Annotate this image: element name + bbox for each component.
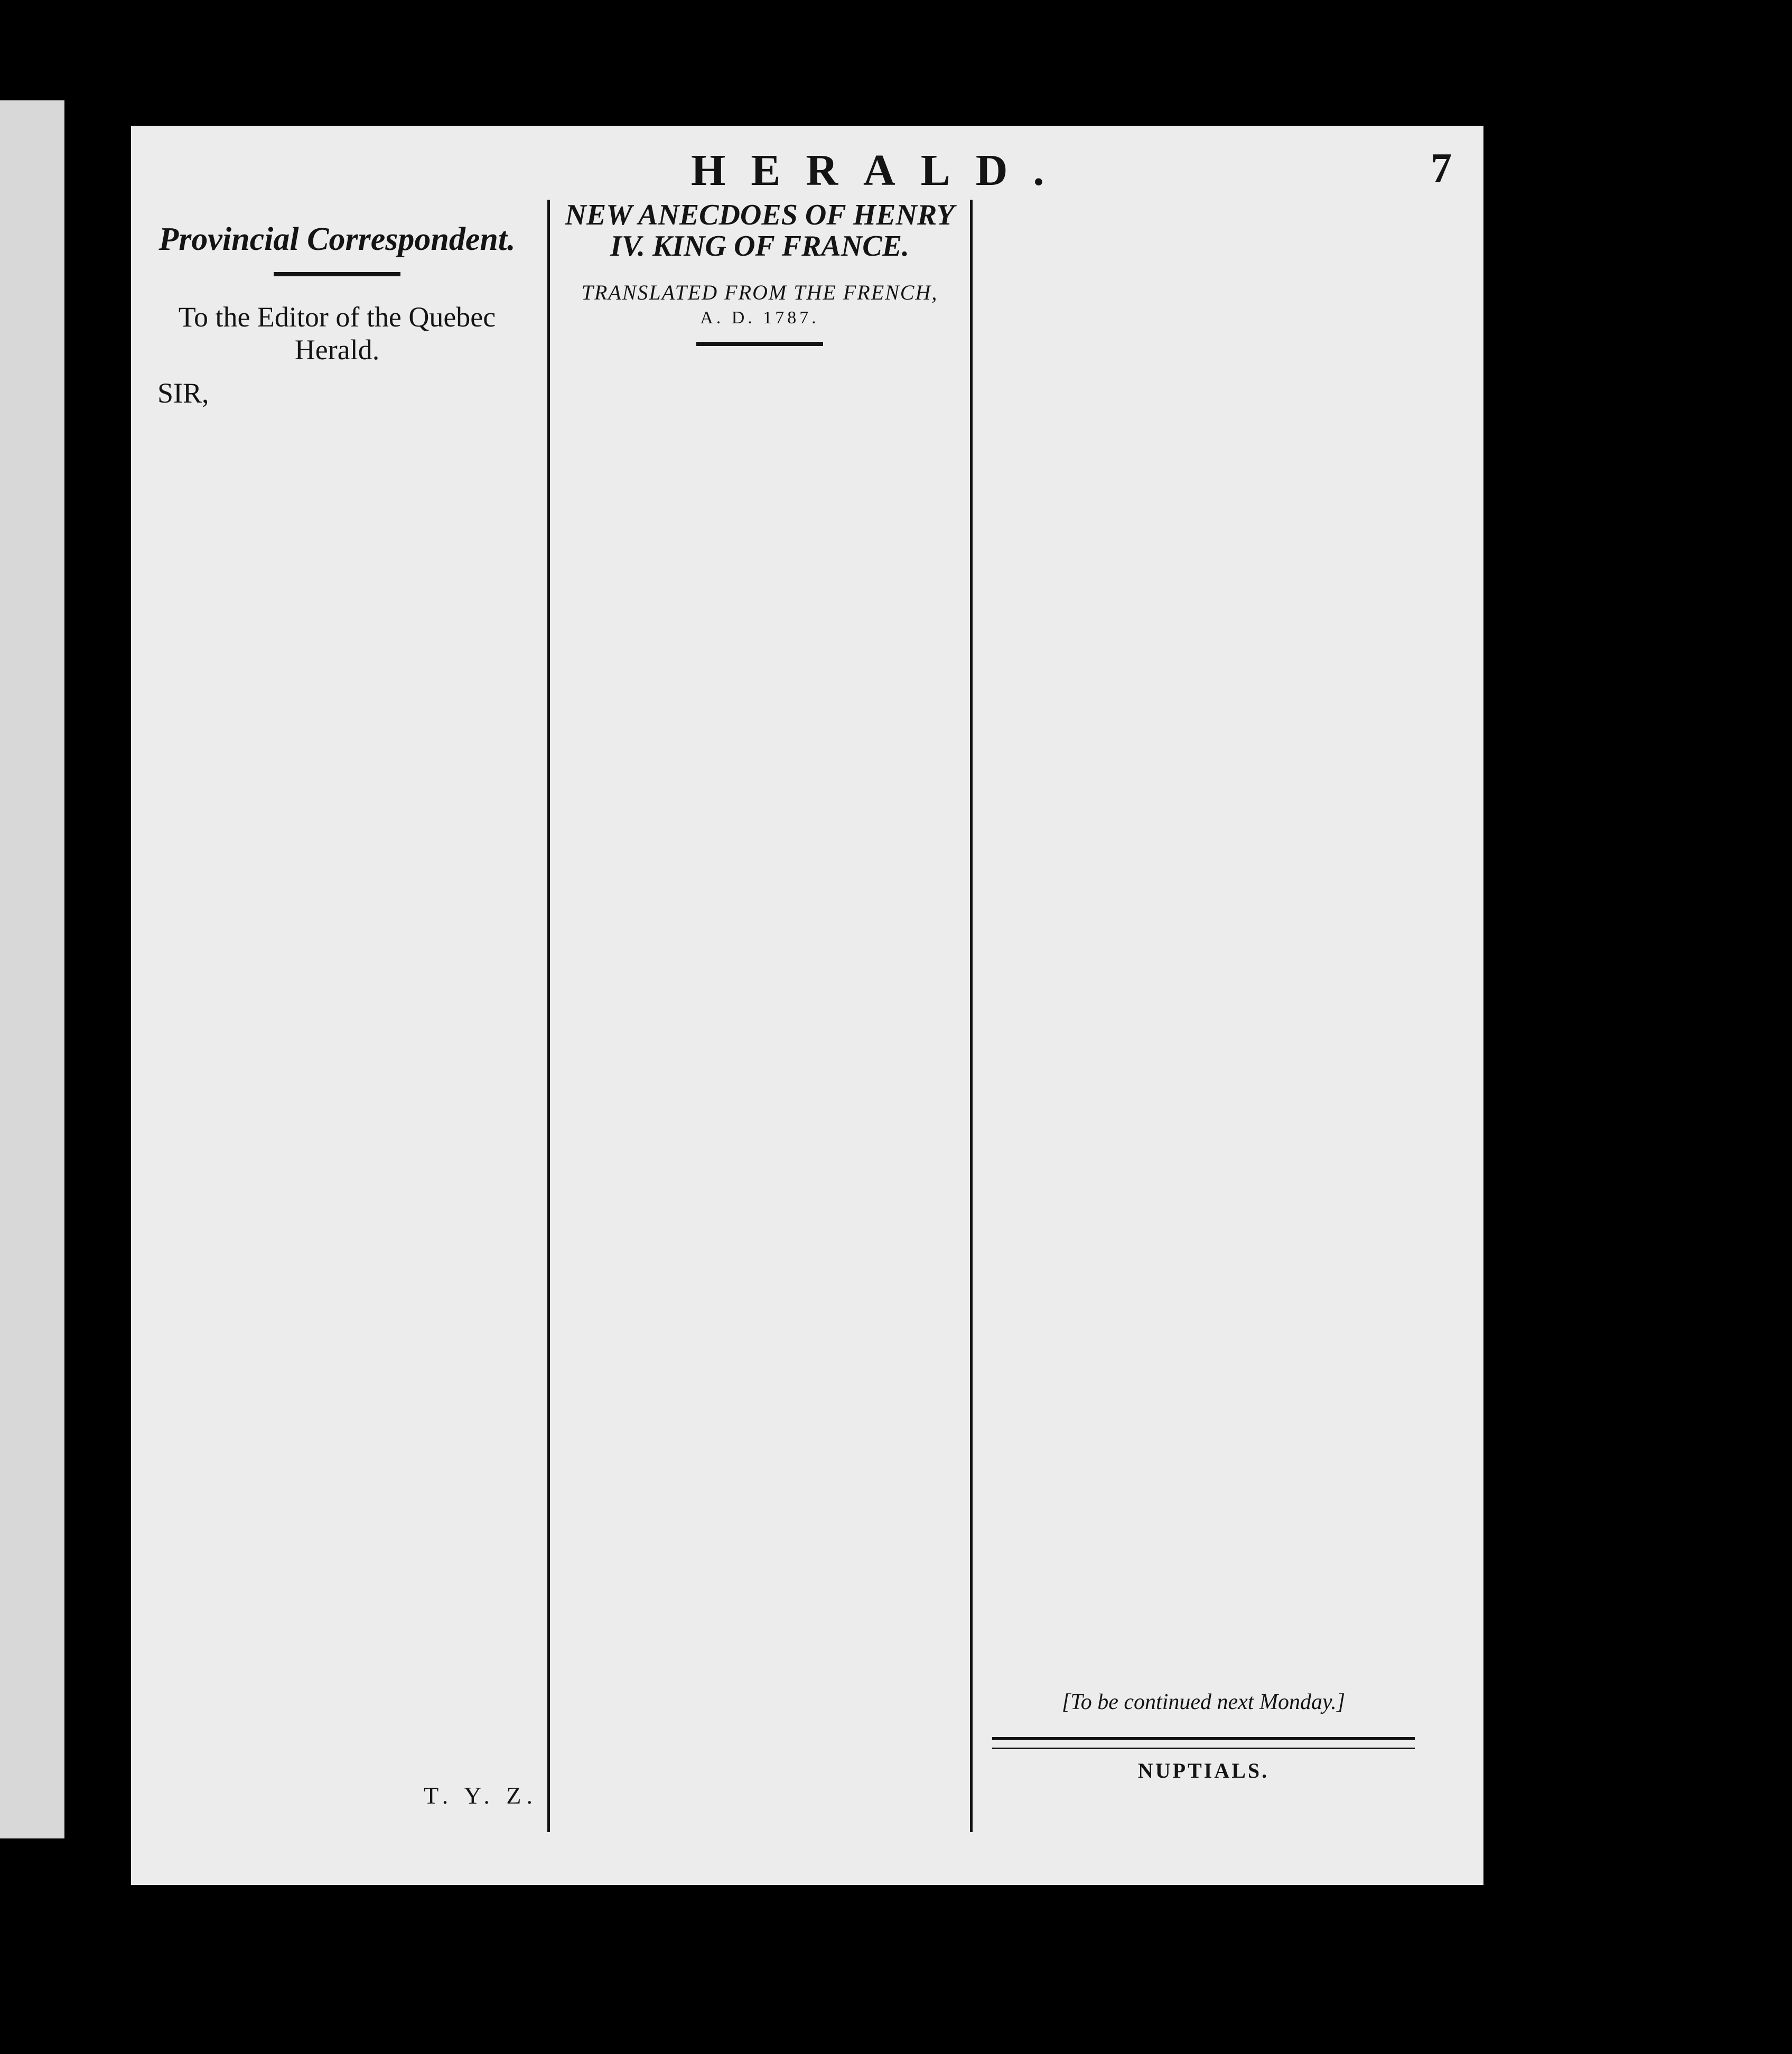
section-heading: Provincial Correspondent.: [158, 221, 516, 257]
running-title: HERALD.: [691, 146, 1070, 195]
page-number: 7: [1431, 145, 1452, 192]
letter-salutation: SIR,: [157, 377, 209, 409]
heading-rule: [274, 272, 400, 276]
section-rule: [992, 1737, 1415, 1740]
story-date: A. D. 1787.: [700, 307, 819, 328]
left-column: [136, 200, 538, 1832]
middle-column: [559, 200, 960, 1832]
heading-rule: [696, 342, 823, 346]
continued-note-block: [982, 1689, 1425, 1715]
continued-note: [To be continued next Monday.]: [1061, 1690, 1346, 1714]
story-subtitle: TRANSLATED FROM THE FRENCH,: [581, 280, 938, 304]
section-rule: [992, 1748, 1415, 1749]
letter-signature: T. Y. Z.: [424, 1782, 538, 1809]
newspaper-page: [131, 126, 1483, 1885]
nuptials-notice: [982, 1758, 1425, 1783]
right-column: [982, 200, 1425, 1832]
column-rule: [547, 200, 550, 1832]
column-rule: [970, 200, 973, 1832]
letter-addressee: To the Editor of the Quebec Herald.: [178, 301, 496, 366]
story-title: NEW ANECDOES OF HENRY IV. KING OF FRANCE.: [565, 200, 955, 263]
notice-heading: NUPTIALS.: [1137, 1759, 1270, 1782]
previous-page-edge: [0, 100, 64, 1838]
